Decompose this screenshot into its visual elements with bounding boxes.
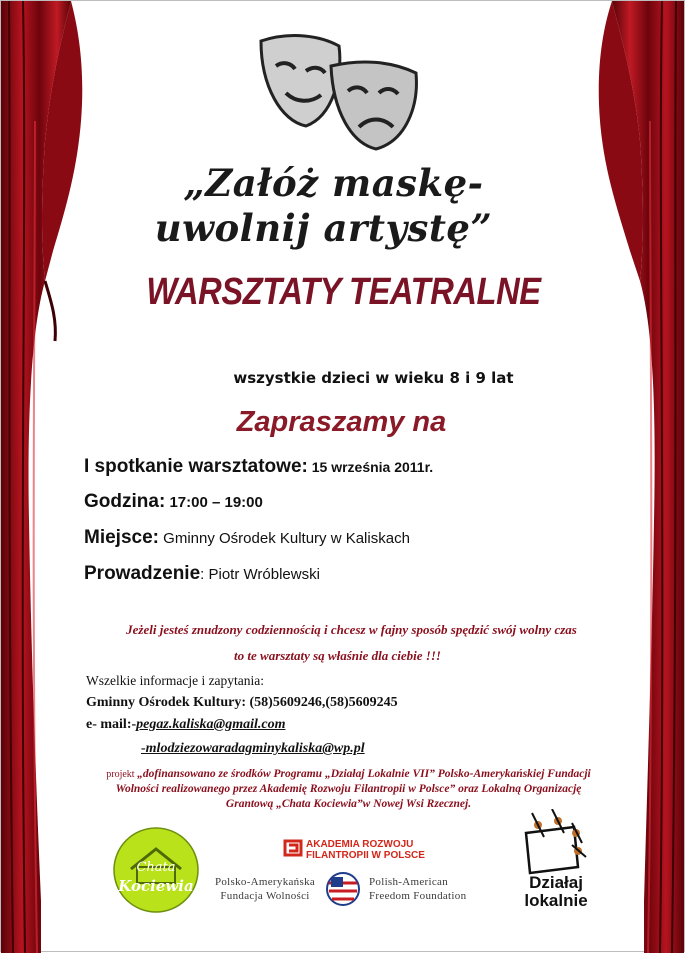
title-line-1: „Załóż maskę- xyxy=(183,161,484,205)
meeting-label: I spotkanie warsztatowe: xyxy=(84,456,308,477)
lead-value: : Piotr Wróblewski xyxy=(200,566,320,583)
akademia-line-2: FILANTROPII W POLSCE xyxy=(306,850,425,861)
lead-label: Prowadzenie xyxy=(84,563,201,584)
theatre-masks-icon xyxy=(251,31,426,151)
title-line-2: uwolnij artystę” xyxy=(154,206,493,250)
email-link-2[interactable]: -mlodziezowaradagminykaliska@wp.pl xyxy=(141,741,365,756)
akademia-icon xyxy=(283,839,303,857)
time-row xyxy=(84,491,263,513)
headline: WARSZTATY TEATRALNE xyxy=(146,271,541,313)
pafw-flag-icon xyxy=(325,871,361,907)
chata-line-2: Kociewia xyxy=(118,877,194,895)
contact-center: Gminny Ośrodek Kultury: (58)5609246,(58)5609245 xyxy=(86,695,398,710)
note-line-2: to te warsztaty są właśnie dla ciebie !!! xyxy=(234,648,441,663)
paff-logo-text xyxy=(369,875,466,903)
paff-line-2: Freedom Foundation xyxy=(369,890,467,902)
akademia-logo xyxy=(283,839,425,863)
project-note xyxy=(101,767,596,812)
paff-line-1: Polish-American xyxy=(369,876,449,888)
akademia-text xyxy=(306,839,425,861)
meeting-value: 15 września 2011r. xyxy=(307,459,434,475)
meeting-row xyxy=(84,456,433,478)
pafw-logo-text xyxy=(214,875,316,903)
dzialaj-text xyxy=(516,874,596,910)
contact-intro: Wszelkie informacje i zapytania: xyxy=(86,673,265,688)
place-value: Gminny Ośrodek Kultury w Kaliskach xyxy=(158,530,410,547)
email-link-1[interactable]: pegaz.kaliska@gmail.com xyxy=(136,717,286,732)
time-value: 17:00 – 19:00 xyxy=(165,494,263,511)
chata-kociewia-logo xyxy=(113,827,199,913)
age-text: wszystkie dzieci w wieku 8 i 9 lat xyxy=(233,369,514,387)
right-curtain-image xyxy=(584,1,684,953)
project-text: „dofinansowano ze środków Programu „Działaj Lokalnie VII” Polsko-Amerykańskiej Fundacji Wolności realizowanego przez Akademię Rozwoju Filantropii w Polsce” oraz Lokalną Organizację Grantową „Chata Kociewia”w Nowej Wsi Rzecznej. xyxy=(115,768,591,810)
time-label: Godzina: xyxy=(84,491,166,512)
note-line-1: Jeżeli jesteś znudzony codziennością i chcesz w fajny sposób spędzić swój wolny czas xyxy=(126,622,577,637)
akademia-line-1: AKADEMIA ROZWOJU xyxy=(306,839,414,850)
place-row xyxy=(84,527,410,549)
dzialaj-line-1: Działaj xyxy=(529,873,583,892)
place-label: Miejsce: xyxy=(84,527,159,548)
dzialaj-line-2: lokalnie xyxy=(524,891,588,910)
email-row xyxy=(86,717,285,733)
pafw-line-2: Fundacja Wolności xyxy=(220,890,310,902)
project-prefix: projekt xyxy=(106,769,138,780)
chata-kociewia-emblem-icon xyxy=(113,827,199,913)
pafw-line-1: Polsko-Amerykańska xyxy=(214,876,316,888)
left-curtain-image xyxy=(1,1,93,953)
email-label: e- mail:- xyxy=(86,717,137,732)
chata-line-1: Chata xyxy=(136,860,176,875)
invite-heading: Zapraszamy na xyxy=(236,406,447,438)
lead-row xyxy=(84,563,320,585)
